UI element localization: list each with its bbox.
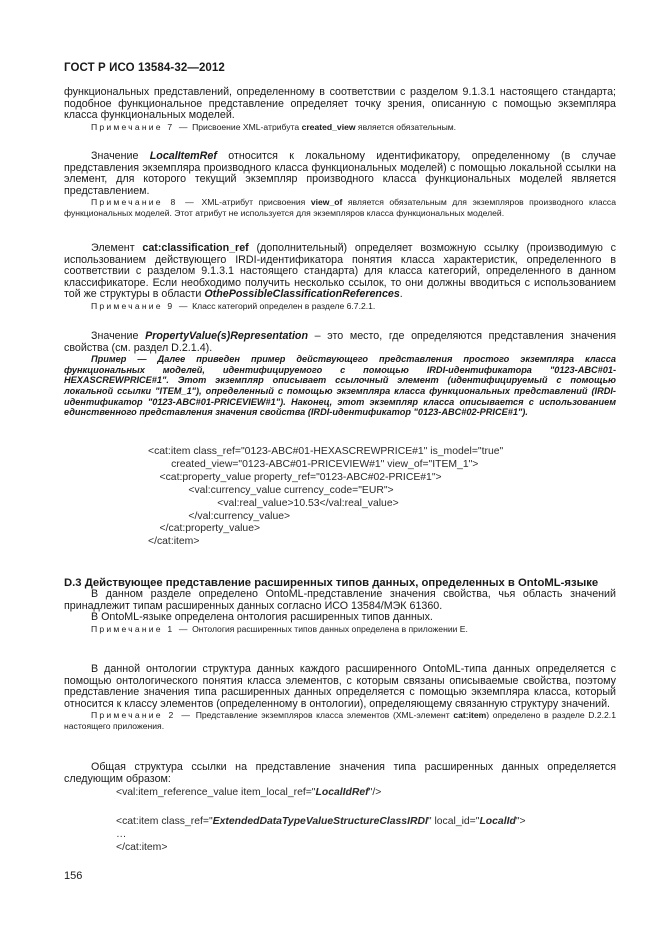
section-heading: D.3 Действующее представление расширенных типов данных, определенных в OntoML-языке bbox=[64, 577, 599, 589]
code-line: </cat:item> bbox=[116, 841, 168, 853]
term: PropertyValue(s)Representation bbox=[145, 330, 308, 342]
example-text: Пример — Далее приведен пример действующего представления простого экземпляра класса функциональных моделей, идентифицируемого с помощью IRDI-идентификатора "0123-ABC#01-HEXASCREWPRICE#1". Этот экземпляр описывает ссылочный элемент (идентифицируемый с помощью локальной ссылки "ITEM_1"), определенный с помощью экземпляра класса функциональных представлений (IRDI-идентификатор "0123-ABC#01-PRICEVIEW#1"). Наконец, этот экземпляр класса описывается с использованием единственного представления значения свойства (IRDI-идентификатор "0123-ABC#02-PRICE#1"). bbox=[64, 354, 616, 418]
paragraph-3-block bbox=[64, 243, 616, 312]
document-header: ГОСТ Р ИСО 13584-32—2012 bbox=[64, 62, 225, 74]
term: LocalItemRef bbox=[149, 150, 217, 162]
code-line: <val:currency_value currency_code="EUR"> bbox=[148, 484, 394, 496]
term: LocalIdRef bbox=[315, 787, 369, 798]
paragraph-4-block bbox=[64, 331, 616, 418]
code-line: <val:real_value>10.53</val:real_value> bbox=[148, 497, 399, 509]
code-line: <val:item_reference_value item_local_ref="LocalIdRef"/> bbox=[116, 787, 382, 798]
code-block-2 bbox=[116, 787, 596, 855]
section-block bbox=[64, 577, 616, 634]
code-line: created_view="0123-ABC#01-PRICEVIEW#1" view_of="ITEM_1"> bbox=[148, 458, 479, 470]
code-line: <cat:item class_ref="0123-ABC#01-HEXASCREWPRICE#1" is_model="true" bbox=[148, 446, 504, 457]
code-line: <cat:property_value property_ref="0123-ABC#02-PRICE#1"> bbox=[148, 471, 442, 483]
term: view_of bbox=[310, 197, 343, 208]
note-2: Примечание 2 — Представление экземпляров класса элементов (XML-элемент cat:item) определено в разделе D.2.2.1 настоящего приложения. bbox=[64, 710, 616, 731]
paragraph-8-block bbox=[64, 762, 616, 785]
paragraph-3: Элемент cat:classification_ref (дополнительный) определяет возможную ссылку (производимую с использованием действующего IRDI-идентификатора понятия класса характеристик, определенного в соответствии с разделом 9.1.3.1 настоящего стандарта) для класса категорий, определенного в данном классификаторе. Если необходимо получить несколько ссылок, то они должны вводиться с использованием той же структуры в области OthePossibleClassificationReferences. bbox=[64, 242, 616, 301]
paragraph-8: Общая структура ссылки на представление значения типа расширенных данных определяется следующим образом: bbox=[64, 761, 616, 785]
code-line: </cat:item> bbox=[148, 536, 200, 548]
note-9: Примечание 9 — Класс категорий определен в разделе 6.7.2.1. bbox=[91, 300, 376, 311]
term: LocalId bbox=[479, 815, 516, 827]
note-7: Примечание 7 — Присвоение XML-атрибута created_view является обязательным. bbox=[91, 121, 457, 132]
term: OthePossibleClassificationReferences bbox=[204, 288, 400, 301]
note-8: Примечание 8 — XML-атрибут присвоения view_of является обязательным для экземпляров производного класса функциональных моделей. Этот атрибут не используется для экземпляров класса функциональных моделей. bbox=[64, 197, 616, 218]
paragraph-7-block bbox=[64, 664, 616, 732]
page-number: 156 bbox=[64, 870, 83, 882]
term: cat:item bbox=[453, 710, 487, 721]
body-text bbox=[64, 87, 616, 132]
note-label: Примечание 8 — bbox=[91, 197, 196, 208]
note-label: Примечание 7 — bbox=[91, 121, 190, 132]
term: ExtendedDataTypeValueStructureClassIRDI bbox=[212, 815, 428, 827]
term: cat:classification_ref bbox=[142, 242, 249, 254]
paragraph-2-block bbox=[64, 151, 616, 219]
paragraph-4: Значение PropertyValue(s)Representation – это место, где определяются представления значения свойства (см. раздел D.2.1.4). bbox=[64, 330, 616, 354]
code-line: </val:currency_value> bbox=[148, 510, 291, 522]
note-label: Примечание 2 — bbox=[91, 710, 193, 721]
code-line: </cat:property_value> bbox=[148, 523, 261, 535]
paragraph-1: функциональных представлений, определенному в соответствии с разделом 9.1.3.1 настоящего стандарта; подобное функциональное представление определяет точку зрения, описанную с помощью экземпляра класса функциональных моделей. bbox=[64, 86, 616, 122]
note-label: Примечание 9 — bbox=[91, 300, 190, 311]
term: created_view bbox=[301, 121, 356, 132]
code-line: … bbox=[116, 828, 127, 840]
paragraph-7: В данной онтологии структура данных каждого расширенного OntoML-типа данных определяется с помощью онтологического понятия класса элементов, с которым связаны описываемые свойства, поэтому представление значения типа расширенных данных определяется с помощью экземпляра класса, который относится к классу элементов (определенному в онтологии), определяющему связанную структуру значений. bbox=[64, 663, 616, 710]
code-line: <cat:item class_ref="ExtendedDataTypeValueStructureClassIRDI" local_id="LocalId"> bbox=[116, 815, 526, 827]
paragraph-5: В данном разделе определено OntoML-представление значения свойства, чья область значений принадлежит типам расширенных данных согласно ИСО 13584/МЭК 61360. bbox=[64, 588, 616, 612]
note-label: Примечание 1 — bbox=[91, 623, 190, 634]
paragraph-6: В OntoML-языке определена онтология расширенных типов данных. bbox=[91, 611, 433, 624]
note-1: Примечание 1 — Онтология расширенных типов данных определена в приложении E. bbox=[91, 623, 468, 634]
code-block-1 bbox=[148, 446, 588, 549]
paragraph-2: Значение LocalItemRef относится к локальному идентификатору, определенному (в случае представления экземпляра производного класса функциональных моделей) с помощью локальной ссылки на элемент, для которого текущий экземпляр производного класса функциональных моделей является представлением. bbox=[64, 150, 616, 197]
